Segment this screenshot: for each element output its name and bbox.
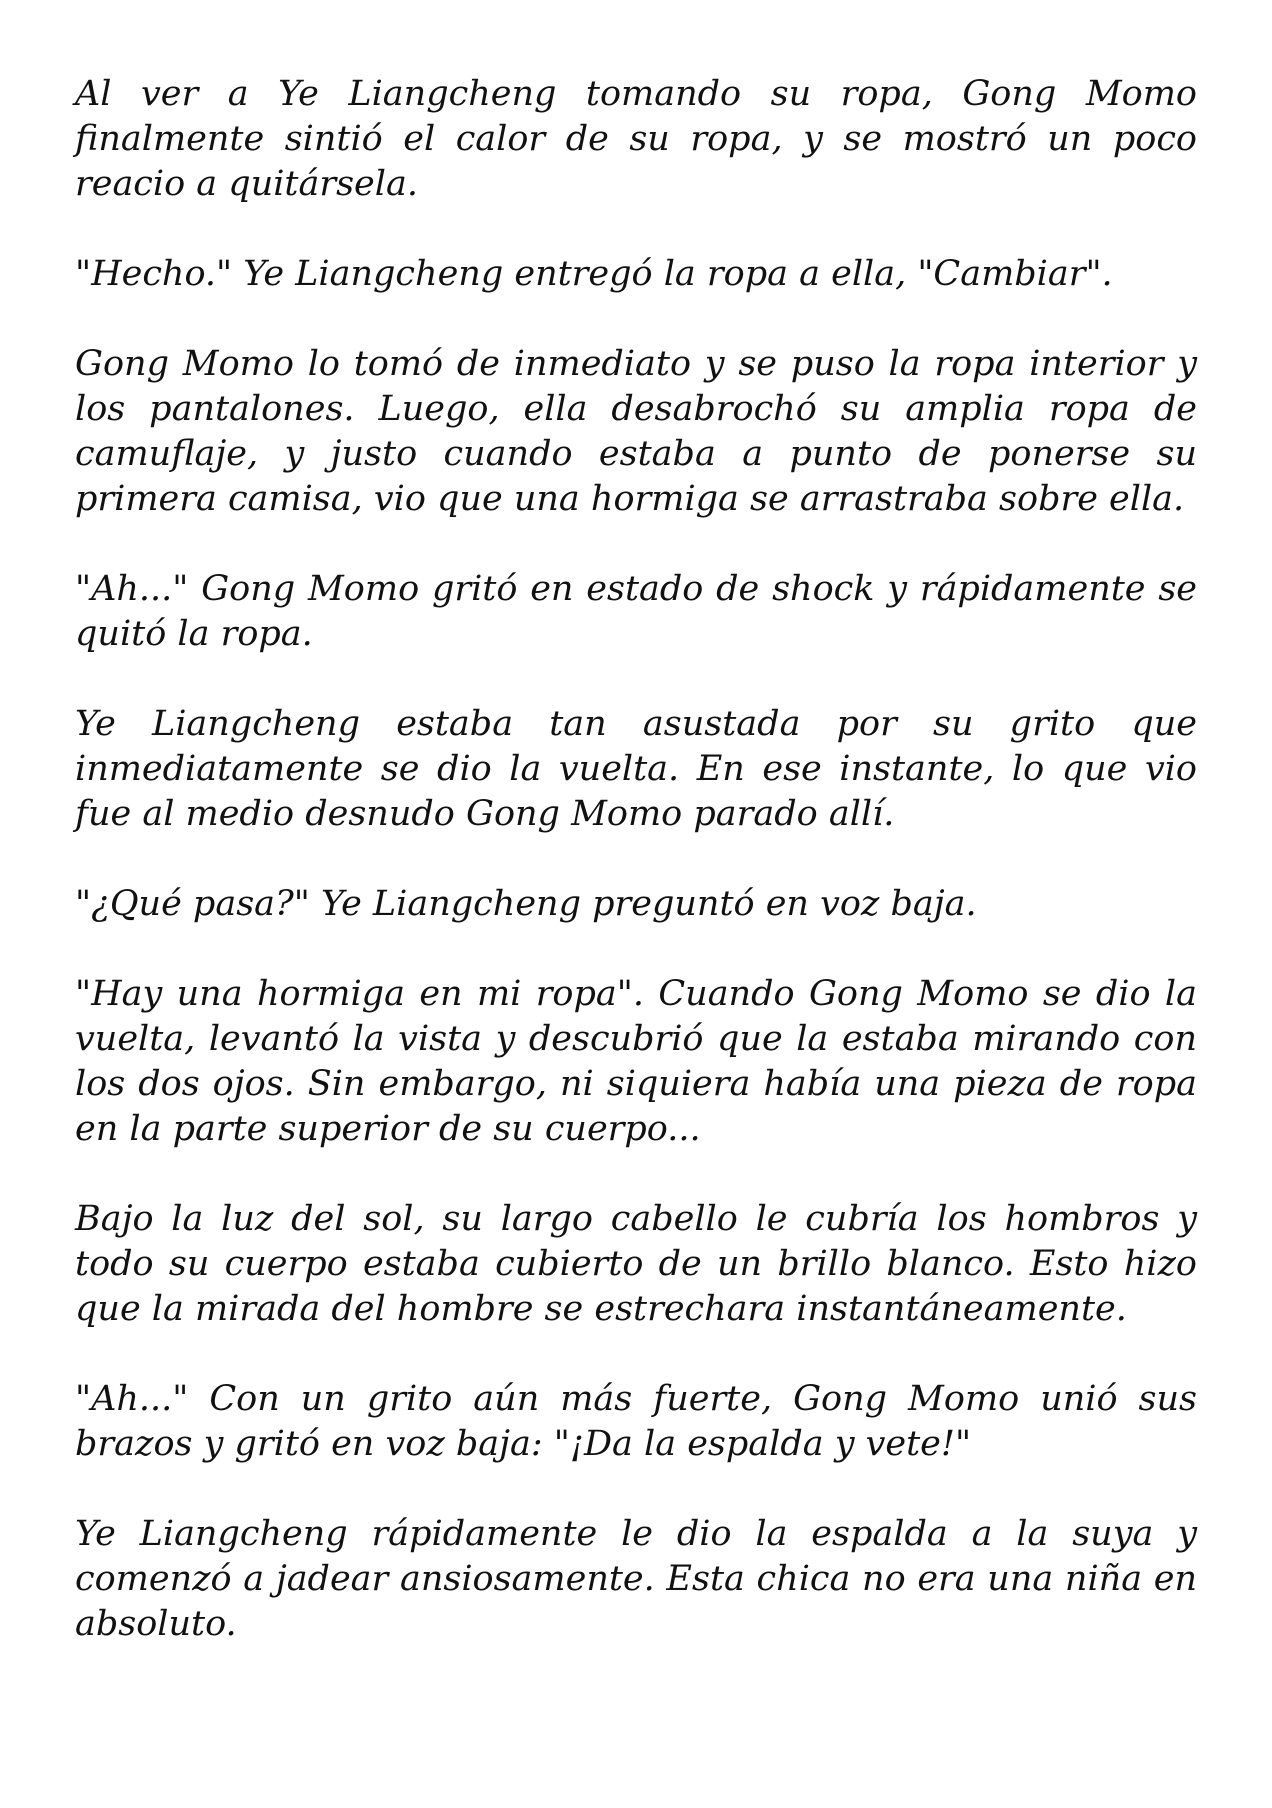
- paragraph-9: "Ah..." Con un grito aún más fuerte, Gong Momo unió sus brazos y gritó en voz baja: "¡Da la espalda y vete!": [75, 1379, 1197, 1464]
- paragraph-6: "¿Qué pasa?" Ye Liangcheng preguntó en voz baja.: [75, 884, 977, 924]
- paragraph-4: "Ah..." Gong Momo gritó en estado de shock y rápidamente se quitó la ropa.: [75, 569, 1197, 654]
- paragraph-3: Gong Momo lo tomó de inmediato y se puso la ropa interior y los pantalones. Luego, ella desabrochó su amplia ropa de camuflaje, y justo cuando estaba a punto de ponerse su primera camisa, vio que una hormiga se arrastraba sobre ella.: [75, 344, 1197, 519]
- paragraph-10: Ye Liangcheng rápidamente le dio la espalda a la suya y comenzó a jadear ansiosamente. Esta chica no era una niña en absoluto.: [75, 1514, 1197, 1644]
- document-page: [75, 72, 1197, 1647]
- paragraph-5: Ye Liangcheng estaba tan asustada por su grito que inmediatamente se dio la vuelta. En ese instante, lo que vio fue al medio desnudo Gong Momo parado allí.: [75, 704, 1197, 834]
- paragraph-2: "Hecho." Ye Liangcheng entregó la ropa a ella, "Cambiar".: [75, 254, 1113, 294]
- paragraph-7: "Hay una hormiga en mi ropa". Cuando Gong Momo se dio la vuelta, levantó la vista y descubrió que la estaba mirando con los dos ojos. Sin embargo, ni siquiera había una pieza de ropa en la parte superior de su cuerpo...: [75, 974, 1197, 1149]
- paragraph-1: Al ver a Ye Liangcheng tomando su ropa, Gong Momo finalmente sintió el calor de su ropa, y se mostró un poco reacio a quitársela.: [75, 74, 1197, 204]
- paragraph-8: Bajo la luz del sol, su largo cabello le cubría los hombros y todo su cuerpo estaba cubierto de un brillo blanco. Esto hizo que la mirada del hombre se estrechara instantáneamente.: [75, 1199, 1197, 1329]
